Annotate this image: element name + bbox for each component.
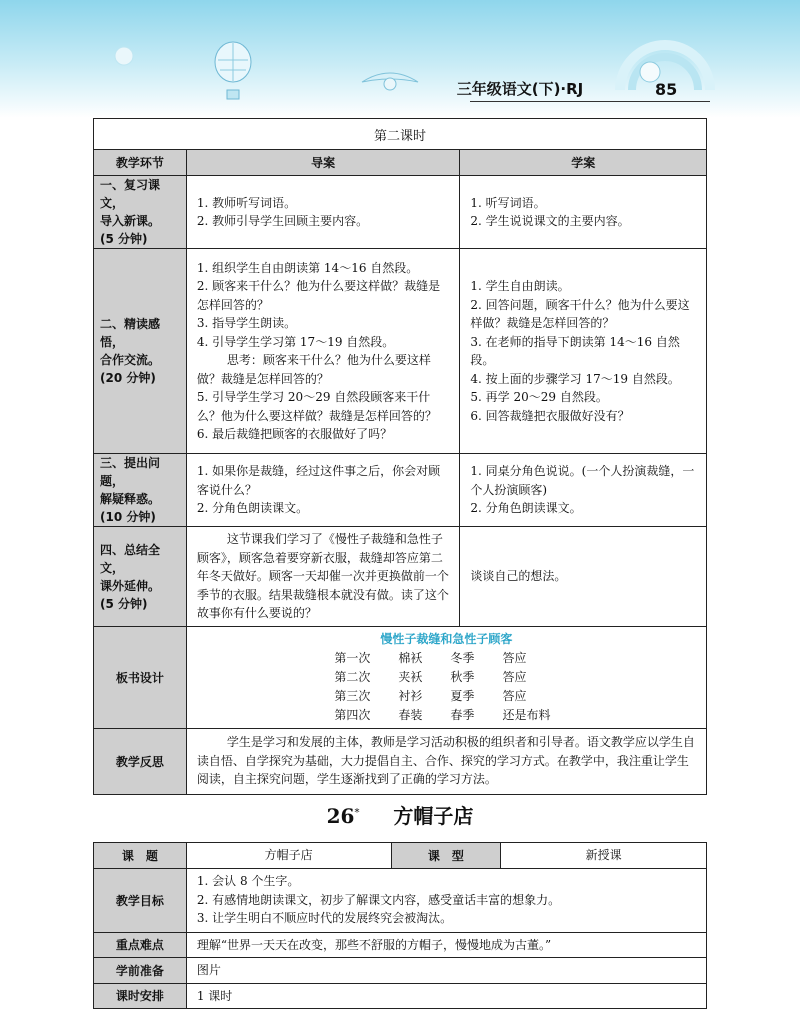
table-row [94, 868, 707, 932]
guide-line: 2. 顾客来干什么？他为什么要这样做？裁缝是怎样回答的？ [196, 279, 441, 312]
lesson-heading [0, 800, 800, 829]
column-header-stage: 教学环节 [94, 150, 187, 176]
guide-cell [186, 527, 460, 627]
lesson-plan-table [93, 118, 707, 795]
study-line: 2. 分角色朗读课文。 [470, 501, 582, 516]
study-line: 1. 同桌分角色说说。(一个人扮演裁缝，一个人扮演顾客) [470, 464, 695, 497]
table-row [94, 932, 707, 958]
board-item: 春季 [450, 707, 475, 722]
table-row [94, 627, 707, 729]
guide-line: 1. 教师听写词语。 [196, 195, 297, 210]
board-row [197, 687, 696, 706]
board-item: 答应 [502, 669, 527, 684]
board-row [197, 706, 696, 725]
study-line: 6. 回答裁缝把衣服做好没有？ [470, 408, 630, 423]
stage-label [94, 454, 187, 527]
prep-label: 学前准备 [94, 958, 187, 984]
type-value: 新授课 [501, 843, 707, 869]
stage-label [94, 176, 187, 249]
board-row [197, 668, 696, 687]
column-header-guide: 导案 [186, 150, 460, 176]
board-cell [186, 627, 706, 729]
board-label: 板书设计 [94, 627, 187, 729]
guide-line: 1. 组织学生自由朗读第 14～16 自然段。 [196, 260, 419, 275]
grade-label: 三年级语文(下)·RJ [456, 80, 584, 98]
study-line: 5. 再学 20～29 自然段。 [470, 390, 608, 404]
stage-line: 三、提出问题， [100, 456, 161, 488]
reflection-text: 学生是学习和发展的主体，教师是学习活动积极的组织者和引导者。语文教学应以学生自读自悟、自学探究为基础，大力提倡自主、合作、探究的学习方式。在教学中，我注重让学生阅读，自主探究问题，学生逐渐找到了正确的学习方法。 [196, 735, 695, 787]
guide-cell [186, 454, 460, 527]
board-item: 夹袄 [398, 669, 423, 684]
kite-bird-icon [360, 64, 420, 100]
topic-value: 方帽子店 [186, 843, 391, 869]
table-row [94, 454, 707, 527]
stage-line: 四、总结全文， [100, 542, 161, 575]
header-rule [470, 101, 710, 102]
board-item: 夏季 [450, 688, 475, 703]
board-item: 第四次 [334, 707, 371, 722]
goal-line: 3. 让学生明白不顺应时代的发展终究会被淘汰。 [196, 911, 453, 926]
table-row [94, 983, 707, 1009]
stage-line: (5 分钟) [100, 232, 148, 246]
study-line: 1. 听写词语。 [470, 195, 546, 210]
study-line: 4. 按上面的步骤学习 17～19 自然段。 [470, 371, 680, 386]
study-line: 2. 学生说说课文的主要内容。 [470, 214, 630, 228]
lesson-mark: * [354, 807, 360, 819]
study-cell [460, 527, 707, 627]
guide-cell [186, 176, 460, 249]
lesson-number: 26 [326, 804, 355, 828]
board-item: 衬衫 [398, 688, 423, 703]
topic-label: 课 题 [94, 843, 187, 869]
board-item: 棉袄 [398, 650, 423, 665]
prep-value: 图片 [186, 958, 706, 984]
board-title: 慢性子裁缝和急性子顾客 [380, 632, 513, 646]
board-item: 答应 [502, 688, 527, 703]
guide-line: 6. 最后裁缝把顾客的衣服做好了吗？ [196, 427, 393, 441]
reflection-cell [186, 728, 706, 794]
board-item: 还是布料 [502, 707, 551, 722]
study-cell [460, 176, 707, 249]
guide-line: 3. 指导学生朗读。 [196, 316, 297, 330]
page-number: 85 [655, 80, 678, 99]
stage-line: (5 分钟) [100, 596, 148, 611]
stage-line: 解疑释惑。 [100, 492, 161, 506]
time-value: 1 课时 [186, 983, 706, 1009]
board-item: 第一次 [334, 650, 371, 665]
table-row [94, 728, 707, 794]
board-item: 答应 [502, 650, 527, 665]
sun-icon [110, 42, 138, 70]
stage-label [94, 249, 187, 454]
lesson26-table [93, 842, 707, 1009]
guide-line: 2. 分角色朗读课文。 [196, 501, 309, 516]
study-cell [460, 249, 707, 454]
board-item: 冬季 [450, 650, 475, 665]
study-line: 1. 学生自由朗读。 [470, 279, 570, 293]
table-row [94, 843, 707, 869]
table-row [94, 176, 707, 249]
goals-cell [186, 868, 706, 932]
column-header-study: 学案 [460, 150, 707, 176]
session-title: 第二课时 [94, 119, 707, 150]
lesson-title: 方帽子店 [393, 804, 474, 828]
board-item: 第三次 [334, 688, 371, 703]
board-row [197, 649, 696, 668]
table-row [94, 527, 707, 627]
stage-line: 二、精读感悟， [100, 317, 161, 349]
guide-line: 2. 教师引导学生回顾主要内容。 [196, 214, 369, 228]
stage-line: 合作交流。 [100, 353, 161, 367]
table-row [94, 958, 707, 984]
study-cell [460, 454, 707, 527]
goal-line: 1. 会认 8 个生字。 [196, 874, 300, 889]
stage-line: (10 分钟) [100, 510, 156, 524]
table-row [94, 249, 707, 454]
reflection-label: 教学反思 [94, 728, 187, 794]
guide-line: 5. 引导学生学习 20～29 自然段顾客来干什么？他为什么要这样做？裁缝是怎样回答的？ [196, 390, 437, 423]
study-line: 3. 在老师的指导下朗读第 14～16 自然段。 [470, 334, 680, 367]
study-line: 2. 回答问题，顾客干什么？他为什么要这样做？裁缝是怎样回答的？ [470, 297, 690, 330]
board-item: 第二次 [334, 669, 371, 684]
stage-line: 导入新课。 [100, 214, 161, 228]
guide-line: 这节课我们学习了《慢性子裁缝和急性子顾客》，顾客急着要穿新衣服，裁缝却答应第二年冬天做好。顾客一天却催一次并更换做前一个季节的衣服。结果裁缝根本就没有做。读了这个故事你有什么要说的？ [196, 532, 449, 621]
key-value: 理解“世界一天天在改变，那些不舒服的方帽子，慢慢地成为古董。” [186, 932, 706, 958]
goals-label: 教学目标 [94, 868, 187, 932]
guide-line: 1. 如果你是裁缝，经过这件事之后，你会对顾客说什么？ [196, 464, 441, 497]
stage-line: (20 分钟) [100, 371, 156, 385]
guide-line: 思考：顾客来干什么？他为什么要这样做？裁缝是怎样回答的？ [196, 353, 431, 386]
stage-label [94, 527, 187, 627]
type-label: 课 型 [391, 843, 501, 869]
goal-line: 2. 有感情地朗读课文，初步了解课文内容，感受童话丰富的想象力。 [196, 892, 561, 907]
study-line: 谈谈自己的想法。 [470, 569, 567, 584]
stage-line: 一、复习课文， [100, 178, 161, 210]
hot-air-balloon-icon [210, 40, 256, 102]
key-label: 重点难点 [94, 932, 187, 958]
time-label: 课时安排 [94, 983, 187, 1009]
guide-line: 4. 引导学生学习第 17～19 自然段。 [196, 334, 395, 349]
board-item: 秋季 [450, 669, 475, 684]
board-item: 春装 [398, 707, 423, 722]
guide-cell [186, 249, 460, 454]
stage-line: 课外延伸。 [100, 578, 161, 593]
